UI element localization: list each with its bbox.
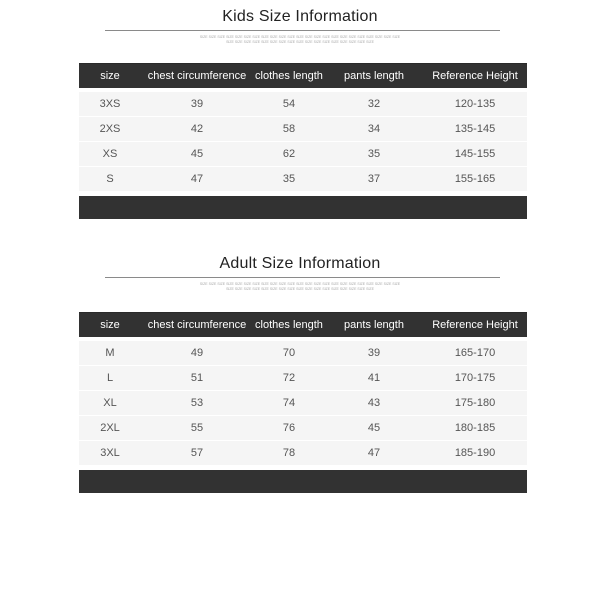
- cell-clothes-length: 58: [282, 123, 296, 135]
- header-clothes-length: clothes length: [255, 70, 323, 82]
- cell-size: S: [106, 173, 114, 185]
- table-row: [79, 416, 527, 441]
- cell-clothes-length: 74: [282, 397, 296, 409]
- cell-chest: 45: [190, 148, 204, 160]
- kids-size-title: Kids Size Information: [222, 8, 378, 25]
- table-row: [79, 341, 527, 366]
- header-size: size: [100, 70, 120, 82]
- header-reference-height: Reference Height: [432, 319, 518, 331]
- kids-fine-print-line-2: SIZE SIZE SIZE SIZE SIZE SIZE SIZE SIZE SIZE SIZE SIZE SIZE SIZE SIZE SIZE SIZE SIZE: [226, 40, 374, 44]
- cell-pants-length: 39: [367, 347, 381, 359]
- adult-size-title: Adult Size Information: [219, 255, 381, 272]
- cell-pants-length: 41: [367, 372, 381, 384]
- cell-chest: 42: [190, 123, 204, 135]
- cell-reference-height: 175-180: [454, 397, 496, 409]
- cell-clothes-length: 70: [282, 347, 296, 359]
- table-row: [79, 117, 527, 142]
- cell-reference-height: 135-145: [454, 123, 496, 135]
- cell-clothes-length: 54: [282, 98, 296, 110]
- table-row: [79, 441, 527, 466]
- header-chest-circumference: chest circumference: [147, 70, 247, 82]
- cell-clothes-length: 62: [282, 148, 296, 160]
- header-clothes-length: clothes length: [255, 319, 323, 331]
- header-chest-circumference: chest circumference: [147, 319, 247, 331]
- adult-table-header: [79, 313, 527, 337]
- cell-size: 2XS: [99, 123, 121, 135]
- header-pants-length: pants length: [344, 70, 404, 82]
- cell-size: 3XS: [99, 98, 121, 110]
- cell-pants-length: 43: [367, 397, 381, 409]
- adult-fine-print-line-2: SIZE SIZE SIZE SIZE SIZE SIZE SIZE SIZE SIZE SIZE SIZE SIZE SIZE SIZE SIZE SIZE SIZE: [226, 287, 374, 291]
- cell-size: M: [105, 347, 115, 359]
- adult-size-table: [79, 312, 527, 493]
- kids-fine-print-line-1: SIZE SIZE SIZE SIZE SIZE SIZE SIZE SIZE SIZE SIZE SIZE SIZE SIZE SIZE SIZE SIZE SIZE SIZE SIZE SIZE SIZE SIZE SIZE: [199, 35, 401, 39]
- adult-table-footer-bar: [79, 470, 527, 493]
- cell-clothes-length: 35: [282, 173, 296, 185]
- cell-clothes-length: 72: [282, 372, 296, 384]
- table-row: [79, 142, 527, 167]
- table-row: [79, 391, 527, 416]
- cell-reference-height: 185-190: [454, 447, 496, 459]
- cell-chest: 55: [190, 422, 204, 434]
- cell-reference-height: 145-155: [454, 148, 496, 160]
- cell-size: XL: [103, 397, 117, 409]
- cell-reference-height: 170-175: [454, 372, 496, 384]
- cell-clothes-length: 78: [282, 447, 296, 459]
- cell-chest: 53: [190, 397, 204, 409]
- cell-size: 3XL: [100, 447, 120, 459]
- cell-size: L: [106, 372, 114, 384]
- kids-title-divider: [105, 30, 500, 31]
- cell-reference-height: 120-135: [454, 98, 496, 110]
- adult-fine-print-line-1: SIZE SIZE SIZE SIZE SIZE SIZE SIZE SIZE SIZE SIZE SIZE SIZE SIZE SIZE SIZE SIZE SIZE SIZE SIZE SIZE SIZE SIZE SIZE: [199, 282, 401, 286]
- cell-chest: 51: [190, 372, 204, 384]
- cell-reference-height: 155-165: [454, 173, 496, 185]
- cell-size: 2XL: [100, 422, 120, 434]
- cell-clothes-length: 76: [282, 422, 296, 434]
- header-pants-length: pants length: [344, 319, 404, 331]
- cell-chest: 39: [190, 98, 204, 110]
- adult-title-divider: [105, 277, 500, 278]
- cell-pants-length: 35: [367, 148, 381, 160]
- cell-reference-height: 165-170: [454, 347, 496, 359]
- cell-pants-length: 45: [367, 422, 381, 434]
- kids-table-footer-bar: [79, 196, 527, 219]
- kids-table-header: [79, 64, 527, 88]
- header-reference-height: Reference Height: [432, 70, 518, 82]
- cell-pants-length: 47: [367, 447, 381, 459]
- cell-chest: 47: [190, 173, 204, 185]
- cell-chest: 49: [190, 347, 204, 359]
- table-row: [79, 366, 527, 391]
- cell-pants-length: 34: [367, 123, 381, 135]
- table-row: [79, 167, 527, 192]
- kids-size-table: [79, 63, 527, 219]
- cell-chest: 57: [190, 447, 204, 459]
- header-size: size: [100, 319, 120, 331]
- cell-size: XS: [102, 148, 118, 160]
- table-row: [79, 92, 527, 117]
- cell-pants-length: 37: [367, 173, 381, 185]
- cell-reference-height: 180-185: [454, 422, 496, 434]
- cell-pants-length: 32: [367, 98, 381, 110]
